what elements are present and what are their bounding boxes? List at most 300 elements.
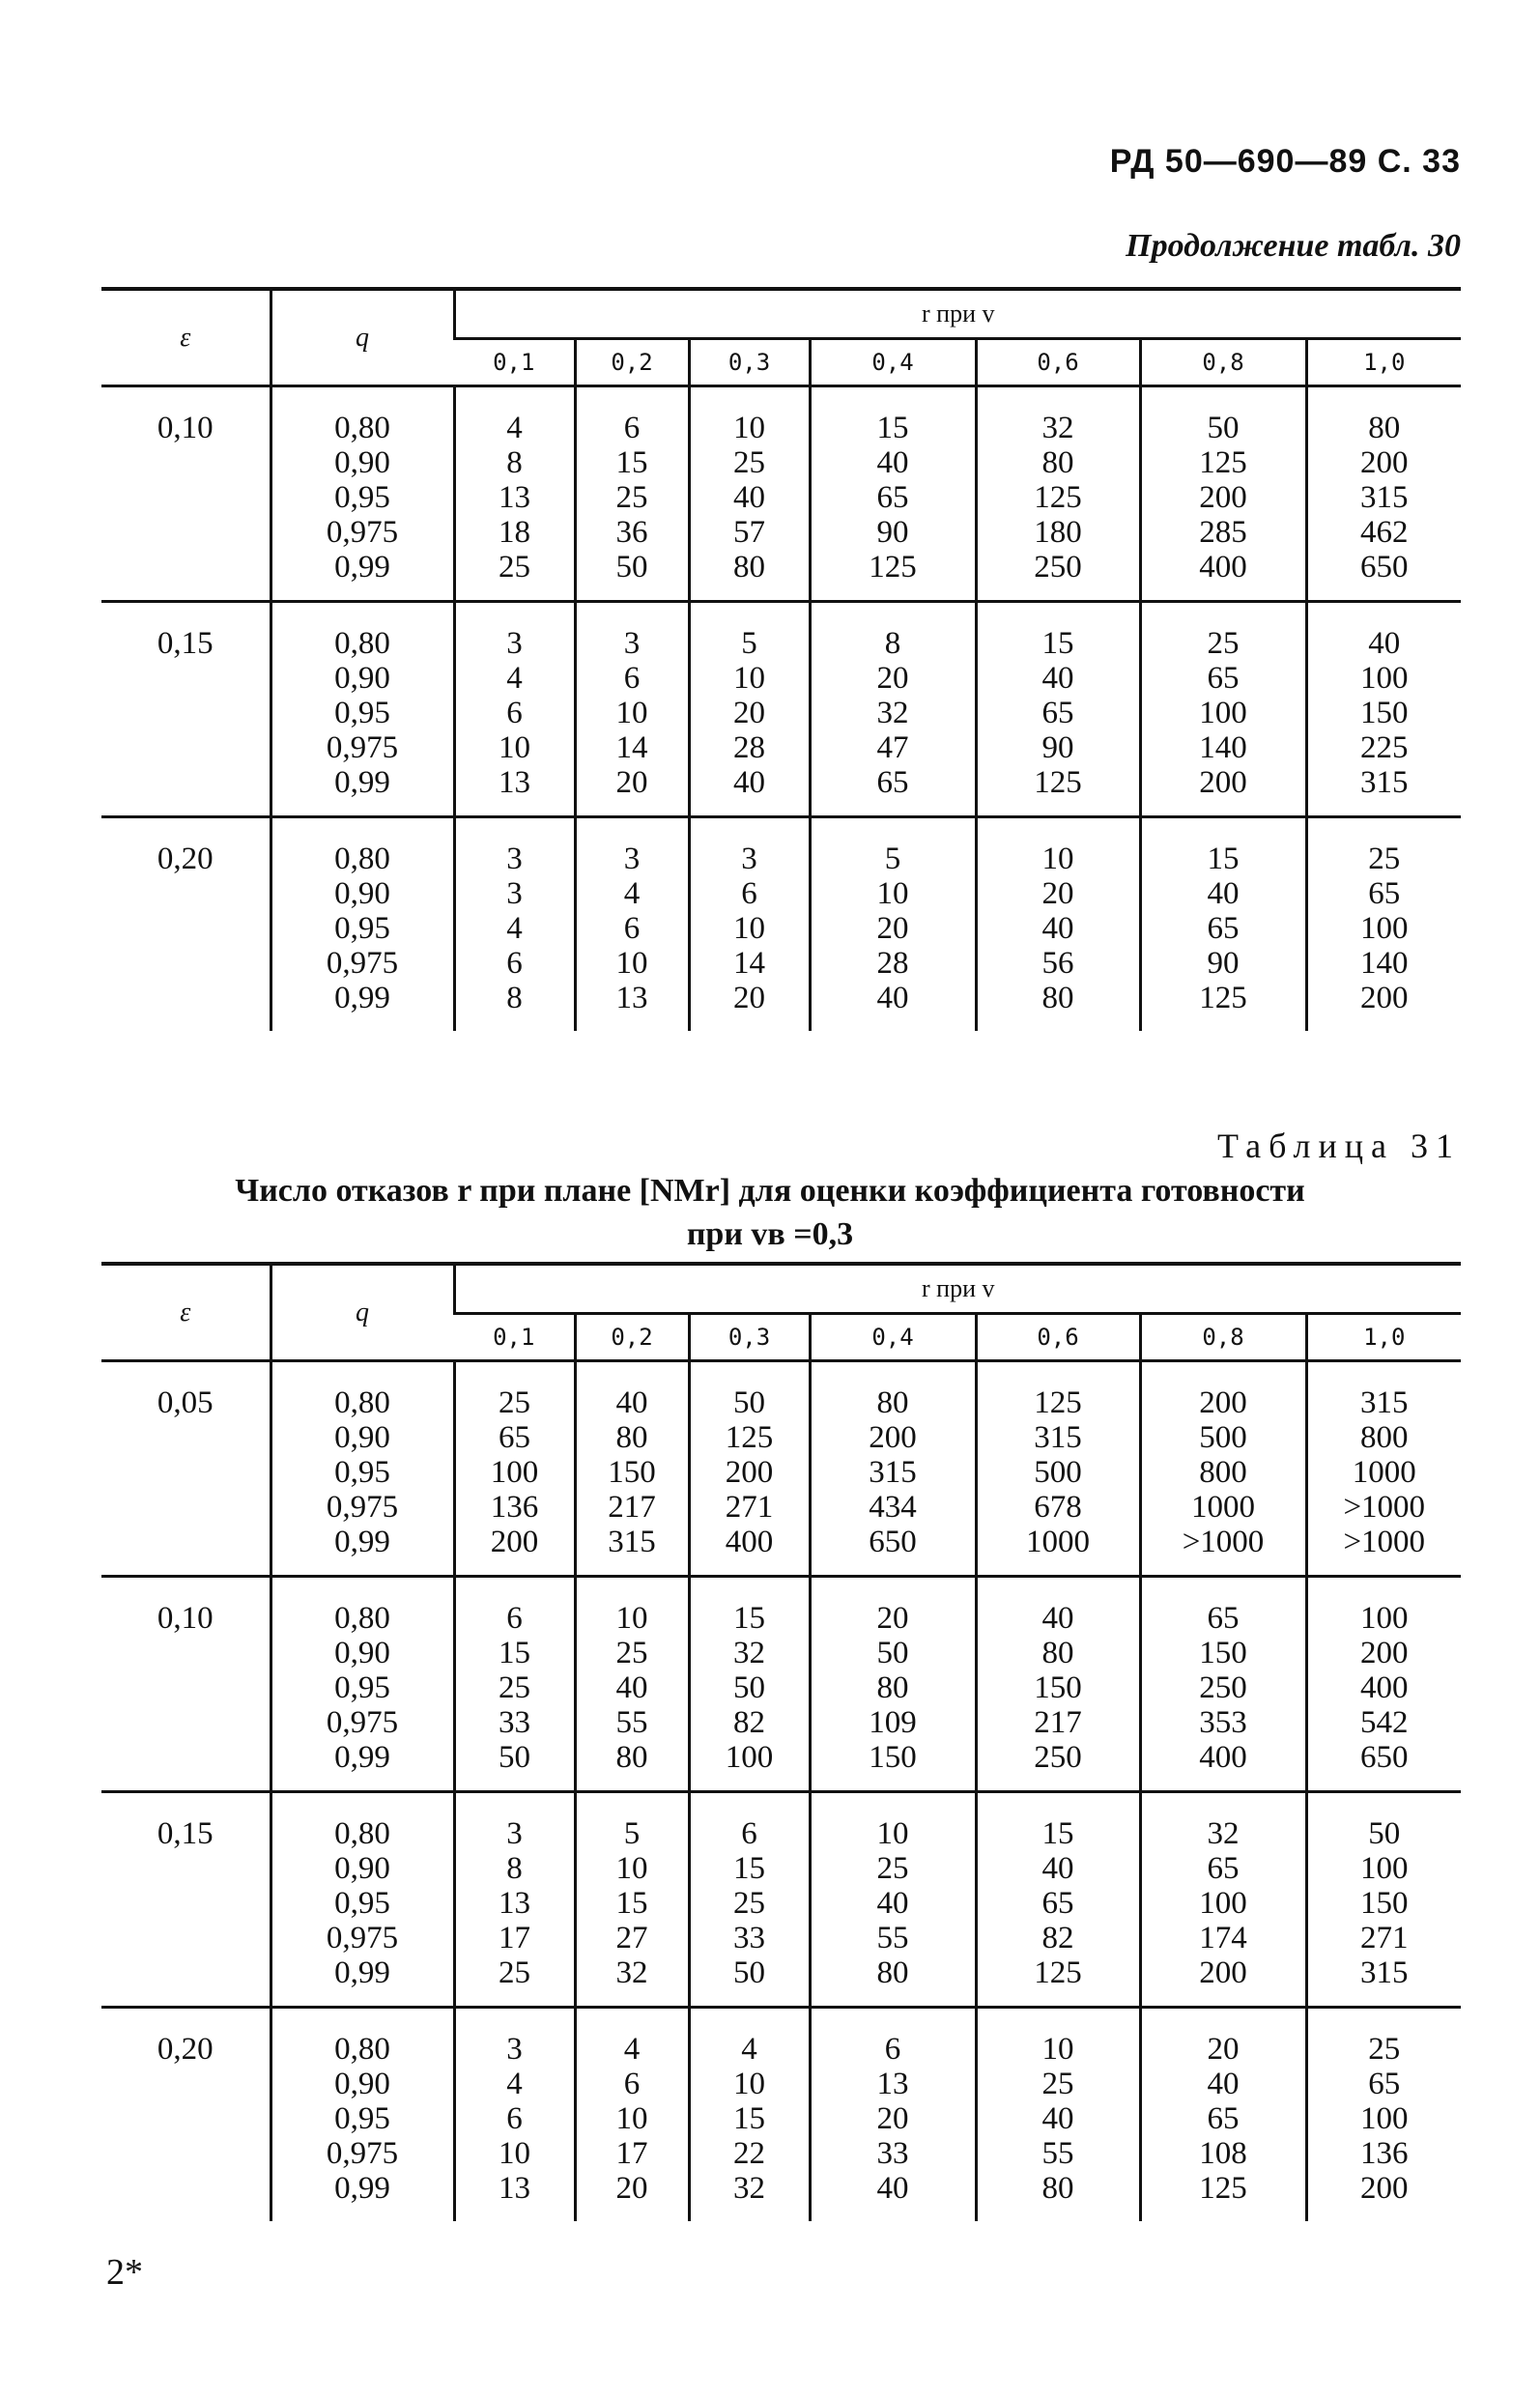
q-value: 0,95: [334, 911, 390, 946]
r-value: 40: [876, 981, 909, 1015]
r-values-cell: [1306, 817, 1461, 1032]
r-value: 271: [725, 1490, 774, 1525]
v-header: 0,4: [810, 339, 976, 386]
r-value: 25: [876, 1851, 909, 1886]
r-value: 3: [506, 626, 523, 661]
r-value: 50: [499, 1740, 530, 1775]
r-value: 3: [741, 842, 757, 876]
r-value: 82: [1041, 1921, 1074, 1955]
r-value: 10: [615, 1601, 648, 1636]
r-value: 40: [876, 445, 909, 480]
r-values-cell: [689, 1577, 810, 1792]
r-value: 32: [876, 696, 909, 730]
r-value: 217: [608, 1490, 656, 1525]
r-value: 100: [725, 1740, 774, 1775]
r-value: 22: [733, 2136, 765, 2171]
r-value: 40: [1041, 2101, 1074, 2136]
table-title-line1: Число отказов r при плане [NMr] для оценки коэффициента готовности: [235, 1173, 1305, 1209]
v-header: 0,6: [976, 339, 1140, 386]
r-value: 55: [615, 1705, 648, 1740]
r-value: 500: [1034, 1455, 1082, 1490]
r-value: >1000: [1182, 1525, 1265, 1559]
r-value: 6: [506, 2101, 523, 2136]
r-value: 6: [506, 946, 523, 981]
r-values-cell: [1140, 386, 1306, 602]
r-value: 100: [1360, 2101, 1409, 2136]
r-value: 125: [1034, 765, 1082, 800]
r-values-cell: [1306, 2008, 1461, 2222]
r-values-cell: [454, 1361, 575, 1577]
r-value: 4: [741, 2032, 757, 2067]
col-group-header: r при v: [454, 1264, 1461, 1314]
r-value: >1000: [1343, 1525, 1426, 1559]
epsilon-cell: 0,20: [101, 2008, 271, 2222]
r-values-cell: [689, 2008, 810, 2222]
r-values-cell: [1140, 1361, 1306, 1577]
r-values-cell: [1140, 2008, 1306, 2222]
r-value: 32: [1207, 1816, 1240, 1851]
r-value: 28: [876, 946, 909, 981]
r-value: 90: [1207, 946, 1240, 981]
r-value: 80: [876, 1385, 909, 1420]
q-value: 0,90: [334, 445, 390, 480]
table-row: [101, 1792, 1461, 2008]
q-value: 0,90: [334, 876, 390, 911]
r-value: 315: [1360, 1955, 1409, 1990]
table-title: [106, 1169, 1434, 1256]
r-value: 10: [499, 730, 530, 765]
r-values-cell: [454, 1577, 575, 1792]
r-value: 400: [1360, 1670, 1409, 1705]
r-values-cell: [810, 817, 976, 1032]
r-values-cell: [454, 1792, 575, 2008]
r-value: 150: [608, 1455, 656, 1490]
r-value: 32: [733, 1636, 765, 1670]
v-header: 1,0: [1306, 339, 1461, 386]
r-values-cell: [810, 602, 976, 817]
v-header: 0,6: [976, 1314, 1140, 1361]
r-value: 125: [725, 1420, 774, 1455]
r-value: 80: [1041, 1636, 1074, 1670]
table-row: [101, 2008, 1461, 2222]
r-value: 25: [1041, 2067, 1074, 2101]
r-value: 200: [1199, 1385, 1247, 1420]
r-value: 50: [1368, 1816, 1401, 1851]
r-value: 434: [869, 1490, 917, 1525]
r-value: 3: [623, 626, 641, 661]
r-value: 250: [1034, 550, 1082, 585]
col-header-q: q: [271, 1264, 454, 1361]
r-value: 800: [1199, 1455, 1247, 1490]
r-value: 40: [1041, 661, 1074, 696]
r-values-cell: [689, 1361, 810, 1577]
running-header: РД 50—690—89 С. 33: [1109, 143, 1461, 180]
q-value: 0,80: [334, 1601, 390, 1636]
r-value: 5: [623, 1816, 641, 1851]
r-values-cell: [810, 1792, 976, 2008]
r-value: 315: [1360, 765, 1409, 800]
r-values-cell: [575, 1361, 689, 1577]
q-value: 0,975: [326, 730, 399, 765]
r-value: 3: [506, 842, 523, 876]
r-value: 150: [1360, 1886, 1409, 1921]
r-values-cell: [454, 2008, 575, 2222]
r-values-cell: [575, 386, 689, 602]
q-value: 0,90: [334, 661, 390, 696]
r-value: 32: [615, 1955, 648, 1990]
r-value: 150: [1034, 1670, 1082, 1705]
r-value: 90: [876, 515, 909, 550]
q-value: 0,80: [334, 1385, 390, 1420]
r-value: 100: [1360, 1851, 1409, 1886]
r-value: 65: [1207, 911, 1240, 946]
r-value: 65: [499, 1420, 530, 1455]
r-value: 40: [1041, 911, 1074, 946]
r-value: 125: [1034, 480, 1082, 515]
col-group-header: r при v: [454, 289, 1461, 339]
r-value: 140: [1199, 730, 1247, 765]
r-values-cell: [1140, 1577, 1306, 1792]
r-value: 678: [1034, 1490, 1082, 1525]
q-value: 0,975: [326, 1705, 399, 1740]
r-value: 200: [1360, 2171, 1409, 2206]
q-value: 0,95: [334, 1455, 390, 1490]
r-value: 65: [876, 480, 909, 515]
r-values-cell: [689, 602, 810, 817]
r-value: 315: [608, 1525, 656, 1559]
r-value: 25: [1368, 2032, 1401, 2067]
r-value: 200: [1199, 1955, 1247, 1990]
col-header-q: q: [271, 289, 454, 386]
r-value: 15: [1207, 842, 1240, 876]
r-value: 80: [615, 1740, 648, 1775]
r-value: 33: [733, 1921, 765, 1955]
r-value: 65: [1368, 2067, 1401, 2101]
q-cell: [271, 2008, 454, 2222]
r-value: 10: [615, 1851, 648, 1886]
r-values-cell: [1306, 602, 1461, 817]
r-value: 500: [1199, 1420, 1247, 1455]
r-value: 20: [876, 2101, 909, 2136]
r-value: 353: [1199, 1705, 1247, 1740]
r-value: 10: [733, 911, 765, 946]
r-values-cell: [1140, 602, 1306, 817]
q-cell: [271, 386, 454, 602]
r-value: 80: [876, 1670, 909, 1705]
r-value: 8: [506, 445, 523, 480]
q-value: 0,99: [334, 981, 390, 1015]
v-header: 0,2: [575, 1314, 689, 1361]
r-value: 40: [1041, 1851, 1074, 1886]
r-value: 55: [1041, 2136, 1074, 2171]
q-value: 0,99: [334, 2171, 390, 2206]
r-value: 400: [725, 1525, 774, 1559]
q-value: 0,975: [326, 515, 399, 550]
r-value: 25: [499, 1955, 530, 1990]
r-value: 80: [1041, 2171, 1074, 2206]
r-value: 15: [615, 1886, 648, 1921]
q-value: 0,80: [334, 1816, 390, 1851]
r-value: 4: [623, 876, 641, 911]
r-value: 10: [1041, 2032, 1074, 2067]
r-value: 50: [876, 1636, 909, 1670]
r-value: 109: [869, 1705, 917, 1740]
r-values-cell: [575, 817, 689, 1032]
r-value: 650: [1360, 550, 1409, 585]
r-values-cell: [454, 386, 575, 602]
q-value: 0,95: [334, 1670, 390, 1705]
r-value: 5: [741, 626, 757, 661]
q-value: 0,80: [334, 2032, 390, 2067]
r-value: 140: [1360, 946, 1409, 981]
r-value: 15: [499, 1636, 530, 1670]
r-value: 50: [733, 1670, 765, 1705]
r-value: 65: [1207, 1851, 1240, 1886]
r-value: 200: [1360, 445, 1409, 480]
r-value: 15: [733, 2101, 765, 2136]
r-values-cell: [1306, 1361, 1461, 1577]
r-values-cell: [976, 817, 1140, 1032]
r-value: 55: [876, 1921, 909, 1955]
r-values-cell: [454, 817, 575, 1032]
r-value: 3: [506, 1816, 523, 1851]
r-value: 315: [1360, 1385, 1409, 1420]
r-value: 50: [733, 1385, 765, 1420]
table-number: Таблица 31: [1217, 1127, 1461, 1165]
v-header: 0,8: [1140, 339, 1306, 386]
r-value: 50: [733, 1955, 765, 1990]
v-header: 0,3: [689, 339, 810, 386]
r-value: 150: [869, 1740, 917, 1775]
r-value: 15: [1041, 1816, 1074, 1851]
q-value: 0,95: [334, 696, 390, 730]
r-value: 40: [1368, 626, 1401, 661]
r-values-cell: [1140, 817, 1306, 1032]
r-values-cell: [575, 1792, 689, 2008]
r-value: 285: [1199, 515, 1247, 550]
r-value: 400: [1199, 550, 1247, 585]
r-value: 65: [1207, 1601, 1240, 1636]
r-value: 200: [869, 1420, 917, 1455]
r-value: 50: [615, 550, 648, 585]
r-value: 25: [1207, 626, 1240, 661]
q-value: 0,90: [334, 2067, 390, 2101]
r-value: 47: [876, 730, 909, 765]
r-value: 25: [733, 1886, 765, 1921]
r-value: 40: [876, 2171, 909, 2206]
r-values-cell: [1306, 1577, 1461, 1792]
r-values-cell: [575, 602, 689, 817]
table-row: [101, 817, 1461, 1032]
r-value: 82: [733, 1705, 765, 1740]
q-value: 0,975: [326, 1490, 399, 1525]
r-values-cell: [689, 817, 810, 1032]
r-value: 8: [506, 981, 523, 1015]
q-value: 0,975: [326, 946, 399, 981]
v-header: 0,1: [493, 1324, 535, 1351]
v-header: 0,4: [810, 1314, 976, 1361]
r-value: 100: [1360, 911, 1409, 946]
r-value: 13: [499, 765, 530, 800]
r-value: 125: [1034, 1385, 1082, 1420]
r-value: 40: [733, 765, 765, 800]
table-31: [101, 1262, 1461, 2221]
r-value: 4: [506, 2067, 523, 2101]
r-values-cell: [1140, 1792, 1306, 2008]
r-value: 4: [506, 411, 523, 445]
r-value: 10: [1041, 842, 1074, 876]
r-value: 3: [623, 842, 641, 876]
r-value: 28: [733, 730, 765, 765]
table-body: [101, 386, 1461, 1032]
q-value: 0,90: [334, 1636, 390, 1670]
r-values-cell: [976, 386, 1140, 602]
r-value: 13: [615, 981, 648, 1015]
r-value: 6: [506, 696, 523, 730]
r-value: 125: [1199, 445, 1247, 480]
table-row: [101, 386, 1461, 602]
r-value: 6: [884, 2032, 901, 2067]
r-value: 36: [615, 515, 648, 550]
r-value: 3: [506, 2032, 523, 2067]
r-value: 33: [876, 2136, 909, 2171]
table-row: [101, 1361, 1461, 1577]
r-value: 271: [1360, 1921, 1409, 1955]
q-value: 0,975: [326, 2136, 399, 2171]
r-value: 150: [1199, 1636, 1247, 1670]
r-value: 13: [876, 2067, 909, 2101]
r-value: 400: [1199, 1740, 1247, 1775]
r-value: 25: [499, 1670, 530, 1705]
r-value: 25: [499, 1385, 530, 1420]
epsilon-cell: 0,10: [101, 1577, 271, 1792]
r-value: 100: [490, 1455, 539, 1490]
q-cell: [271, 1361, 454, 1577]
r-value: 315: [869, 1455, 917, 1490]
r-value: 65: [1368, 876, 1401, 911]
r-value: 65: [1207, 2101, 1240, 2136]
r-value: 10: [733, 2067, 765, 2101]
r-value: 150: [1360, 696, 1409, 730]
r-value: 80: [1041, 445, 1074, 480]
r-value: 125: [1034, 1955, 1082, 1990]
r-value: 315: [1034, 1420, 1082, 1455]
r-value: 20: [1207, 2032, 1240, 2067]
r-value: 20: [876, 661, 909, 696]
r-value: 174: [1199, 1921, 1247, 1955]
q-value: 0,975: [326, 1921, 399, 1955]
q-value: 0,95: [334, 480, 390, 515]
v-header: 0,2: [575, 339, 689, 386]
r-value: 17: [615, 2136, 648, 2171]
r-value: 8: [884, 626, 901, 661]
r-value: 800: [1360, 1420, 1409, 1455]
r-value: 15: [615, 445, 648, 480]
r-value: 40: [1207, 2067, 1240, 2101]
r-value: 315: [1360, 480, 1409, 515]
table-30-continuation: [101, 287, 1461, 1031]
q-value: 0,99: [334, 765, 390, 800]
r-value: 25: [615, 1636, 648, 1670]
q-value: 0,95: [334, 2101, 390, 2136]
v-header: 0,3: [689, 1314, 810, 1361]
r-value: 200: [1360, 1636, 1409, 1670]
r-value: 14: [615, 730, 648, 765]
q-value: 0,80: [334, 626, 390, 661]
r-value: 20: [615, 765, 648, 800]
r-value: 17: [499, 1921, 530, 1955]
col-header-epsilon: ε: [180, 1297, 191, 1327]
r-value: 20: [733, 981, 765, 1015]
r-value: 200: [490, 1525, 539, 1559]
r-value: 650: [869, 1525, 917, 1559]
table-continuation-label: Продолжение табл. 30: [1126, 228, 1461, 264]
r-value: 200: [1199, 480, 1247, 515]
r-value: 20: [876, 911, 909, 946]
r-value: 80: [733, 550, 765, 585]
r-value: 4: [506, 661, 523, 696]
r-value: 25: [1368, 842, 1401, 876]
r-value: 40: [615, 1385, 648, 1420]
q-cell: [271, 602, 454, 817]
r-value: 25: [499, 550, 530, 585]
r-value: 100: [1199, 696, 1247, 730]
r-value: 15: [733, 1851, 765, 1886]
r-value: 32: [1041, 411, 1074, 445]
r-values-cell: [976, 1792, 1140, 2008]
r-value: 40: [733, 480, 765, 515]
r-value: 100: [1360, 661, 1409, 696]
q-cell: [271, 817, 454, 1032]
r-values-cell: [689, 1792, 810, 2008]
r-value: 20: [733, 696, 765, 730]
r-value: 40: [1041, 1601, 1074, 1636]
r-value: 10: [733, 411, 765, 445]
r-value: 80: [615, 1420, 648, 1455]
r-value: 100: [1360, 1601, 1409, 1636]
r-values-cell: [1306, 1792, 1461, 2008]
r-value: 40: [615, 1670, 648, 1705]
r-value: 200: [1360, 981, 1409, 1015]
r-value: 33: [499, 1705, 530, 1740]
r-value: 4: [506, 911, 523, 946]
q-value: 0,99: [334, 1525, 390, 1559]
q-value: 0,90: [334, 1420, 390, 1455]
r-value: 20: [615, 2171, 648, 2206]
r-value: 13: [499, 1886, 530, 1921]
r-value: 10: [615, 696, 648, 730]
r-value: 20: [1041, 876, 1074, 911]
r-value: 65: [876, 765, 909, 800]
epsilon-cell: 0,20: [101, 817, 271, 1032]
r-value: 10: [733, 661, 765, 696]
r-values-cell: [810, 1577, 976, 1792]
r-value: 125: [869, 550, 917, 585]
r-values-cell: [976, 2008, 1140, 2222]
epsilon-cell: 0,05: [157, 1385, 214, 1420]
r-value: 65: [1041, 696, 1074, 730]
r-value: 57: [733, 515, 765, 550]
q-value: 0,99: [334, 1955, 390, 1990]
r-value: 225: [1360, 730, 1409, 765]
r-value: 200: [725, 1455, 774, 1490]
r-value: 542: [1360, 1705, 1409, 1740]
table-row: [101, 602, 1461, 817]
r-value: >1000: [1343, 1490, 1426, 1525]
r-value: 90: [1041, 730, 1074, 765]
r-value: 1000: [1352, 1455, 1416, 1490]
r-value: 10: [615, 2101, 648, 2136]
